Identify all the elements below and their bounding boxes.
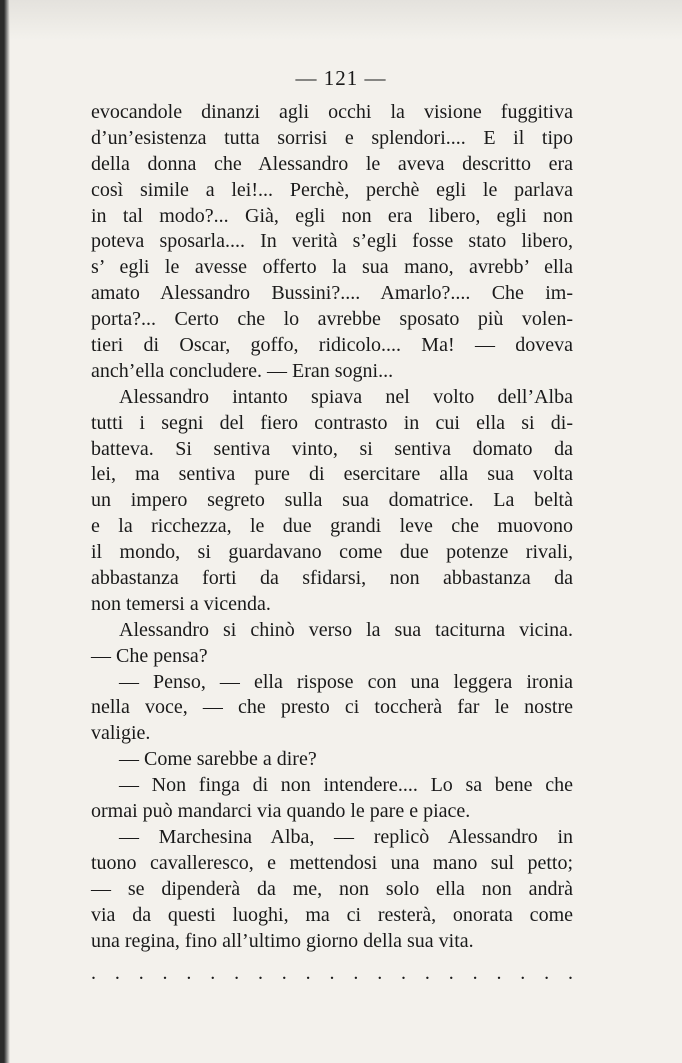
paragraph-start: Alessandro si chinò verso la sua taciturna vicina.	[119, 618, 573, 641]
text-line: un impero segreto sulla sua domatrice. La beltà	[91, 489, 573, 512]
text-line: nella voce, — che presto ci toccherà far le nostre	[91, 696, 573, 719]
text-line: in tal modo?... Già, egli non era libero, egli non	[91, 204, 573, 227]
ellipsis-row: . . . . . . . . . . . . . . . . . . . . .	[91, 962, 573, 985]
dialogue-line: — Penso, — ella rispose con una leggera ironia	[119, 670, 573, 693]
text-line: e la ricchezza, le due grandi leve che muovono	[91, 515, 573, 538]
text-line: non temersi a vicenda.	[91, 592, 271, 615]
dialogue-line: — Marchesina Alba, — replicò Alessandro in	[119, 825, 573, 848]
dialogue-line: — Come sarebbe a dire?	[119, 748, 317, 771]
text-line: s’ egli le avesse offerto la sua mano, avrebb’ ella	[91, 256, 573, 279]
page-number: — 121 —	[295, 66, 387, 90]
text-line: il mondo, si guardavano come due potenze rivali,	[91, 541, 573, 564]
text-line: una regina, fino all’ultimo giorno della sua vita.	[91, 929, 474, 952]
text-line: anch’ella concludere. — Eran sogni...	[91, 359, 394, 382]
paragraph-start: Alessandro intanto spiava nel volto dell’Alba	[119, 385, 573, 408]
text-line: d’un’esistenza tutta sorrisi e splendori.... E il tipo	[91, 126, 573, 149]
text-line: valigie.	[91, 722, 151, 745]
text-line: abbastanza forti da sfidarsi, non abbastanza da	[91, 567, 573, 590]
text-line: tieri di Oscar, goffo, ridicolo.... Ma! — doveva	[91, 334, 573, 357]
text-line: — se dipenderà da me, non solo ella non andrà	[91, 877, 573, 900]
text-line: via da questi luoghi, ma ci resterà, onorata come	[91, 903, 573, 926]
dialogue-line: — Non finga di non intendere.... Lo sa bene che	[119, 774, 573, 797]
text-line: porta?... Certo che lo avrebbe sposato più volen-	[91, 308, 573, 331]
page-binding-edge	[0, 0, 10, 1063]
text-line: tutti i segni del fiero contrasto in cui ella si di-	[91, 411, 573, 434]
page-top-shadow	[0, 0, 682, 40]
text-line: amato Alessandro Bussini?.... Amarlo?.... Che im-	[91, 282, 573, 305]
text-line: evocandole dinanzi agli occhi la visione fuggitiva	[91, 101, 573, 123]
text-line: lei, ma sentiva pure di esercitare alla sua volta	[91, 463, 573, 486]
text-line: ormai può mandarci via quando le pare e piace.	[91, 800, 471, 823]
text-line: tuono cavalleresco, e mettendosi una mano sul petto;	[91, 851, 573, 874]
text-line: così simile a lei!... Perchè, perchè egli le parlava	[91, 178, 573, 201]
text-line: batteva. Si sentiva vinto, si sentiva domato da	[91, 437, 573, 460]
text-line: poteva sposarla.... In verità s’egli fosse stato libero,	[91, 230, 573, 253]
text-line: della donna che Alessandro le aveva descritto era	[91, 152, 573, 175]
dialogue-line: — Che pensa?	[91, 644, 208, 667]
body-text	[91, 100, 573, 988]
